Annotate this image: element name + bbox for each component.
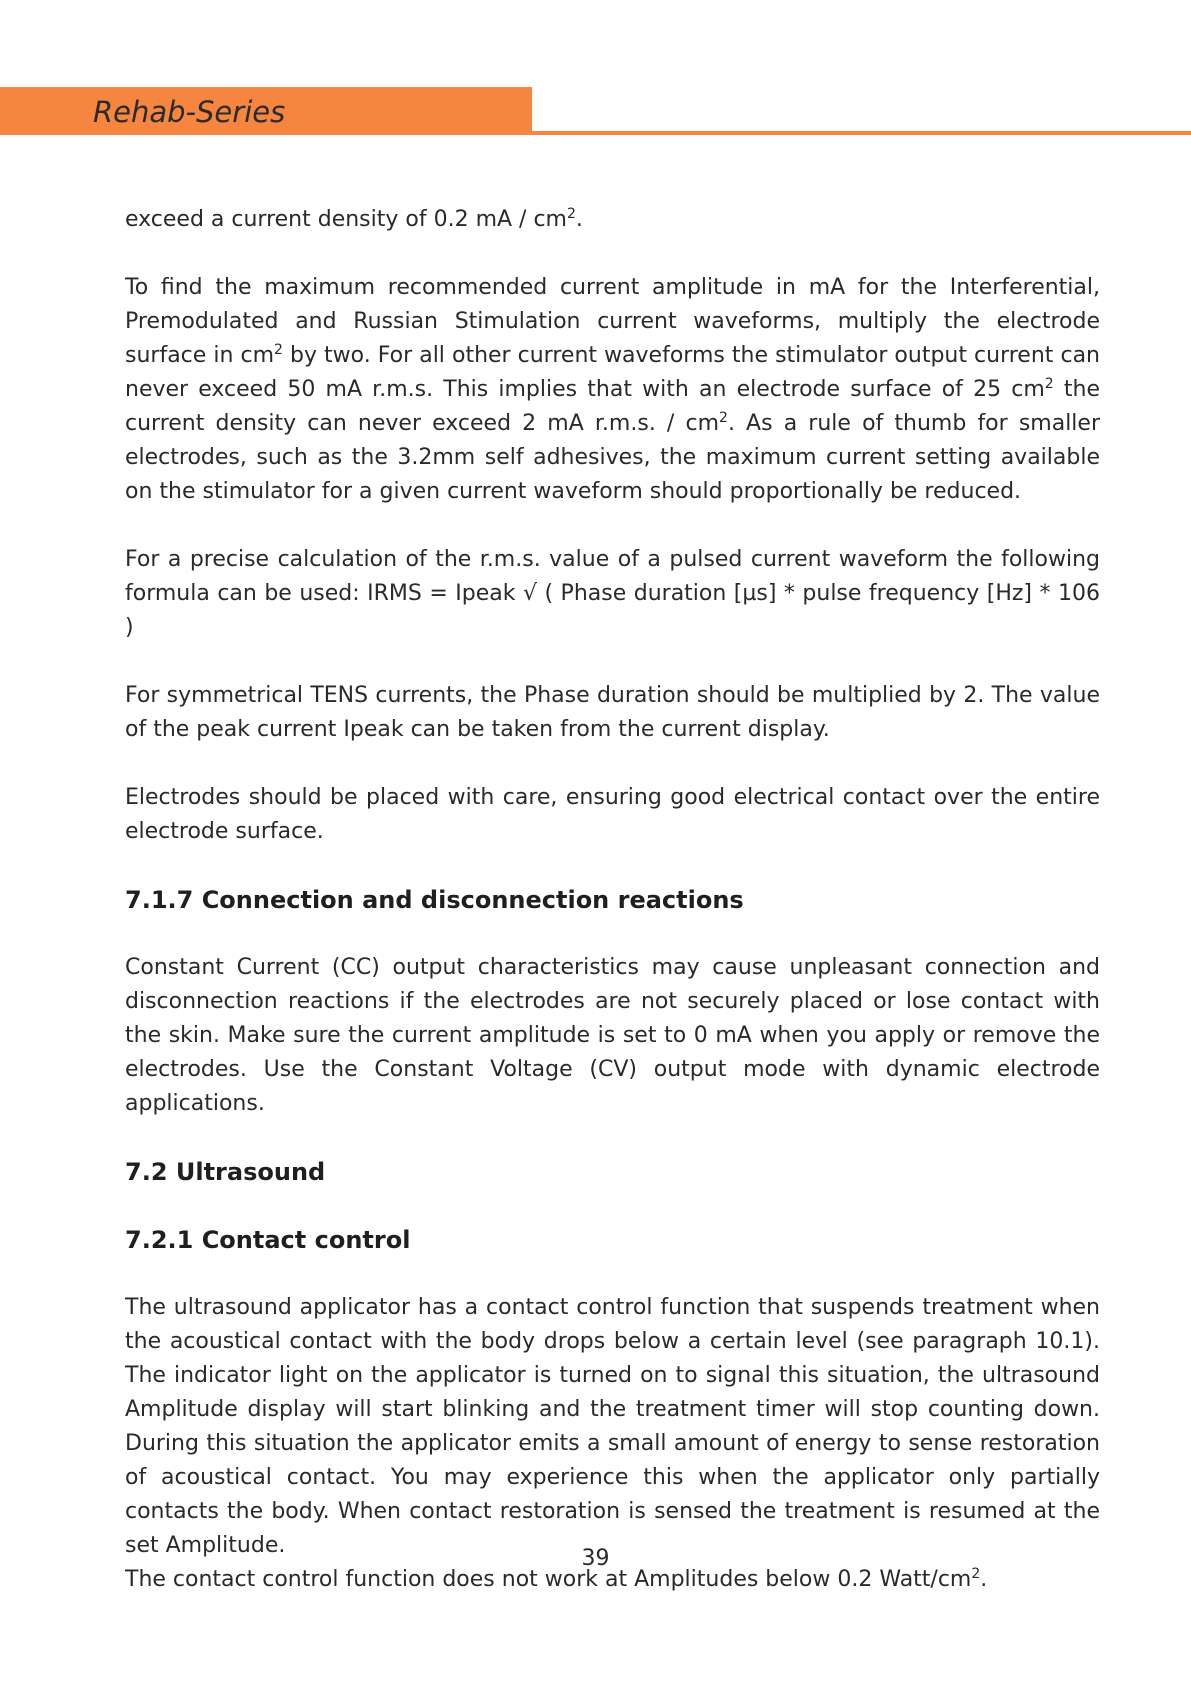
paragraph-contact-control: The ultrasound applicator has a contact control function that suspends treatment when the acoustical contact with the body drops below a certain level (see paragraph 10.1). The indicator light on the applicator is turned on to signal this situation, the ultrasound Amplitude display will start blinking and the treatment timer will stop counting down. During this situation the applicator emits a small amount of energy to sense restoration of acoustical contact. You may experience this when the applicator only partially contacts the body. When contact restoration is sensed the treatment is resumed at the set Amplitude. [125, 1295, 1100, 1558]
running-header-title: Rehab-Series [93, 95, 286, 129]
paragraph-contact-control-limit: The contact control function does not work at Amplitudes below 0.2 Watt/$cm^2$. [125, 1566, 988, 1592]
paragraph-connection-reactions: Constant Current (CC) output characteristics may cause unpleasant connection and disconnection reactions if the electrodes are not securely placed or lose contact with the skin. Make sure the current amplitude is set to 0 mA when you apply or remove the electrodes. Use the Constant Voltage (CV) output mode with dynamic electrode applications. [125, 955, 1100, 1116]
header-rule [532, 131, 1191, 135]
paragraph-tens-currents: For symmetrical TENS currents, the Phase duration should be multiplied by 2. The value of the peak current Ipeak can be taken from the current display. [125, 683, 1100, 742]
section-heading-7-2: 7.2 Ultrasound [125, 1158, 326, 1186]
paragraph-electrode-placement: Electrodes should be placed with care, ensuring good electrical contact over the entire electrode surface. [125, 785, 1100, 844]
paragraph-rms-formula: For a precise calculation of the r.m.s. value of a pulsed current waveform the following formula can be used: IRMS = Ipeak √ ( Phase duration [µs] * pulse frequency [Hz] * 106 ) [125, 547, 1100, 640]
paragraph-current-density: exceed a current density of 0.2 mA / $cm^2$. [125, 206, 583, 232]
page-number: 39 [581, 1546, 610, 1571]
page-content [125, 203, 1100, 1597]
section-heading-7-1-7: 7.1.7 Connection and disconnection reactions [125, 886, 744, 914]
paragraph-max-amplitude: To find the maximum recommended current amplitude in mA for the Interferential, Premodulated and Russian Stimulation current waveforms, multiply the electrode surface in $cm^2$ by two. For all other current waveforms the stimulator output current can never exceed 50 mA r.m.s. This implies that with an electrode surface of 25 $cm^2$ the current density can never exceed 2 mA r.m.s. / $cm^2$. As a rule of thumb for smaller electrodes, such as the 3.2mm self adhesives, the maximum current setting available on the stimulator for a given current waveform should proportionally be reduced. [125, 275, 1101, 504]
section-heading-7-2-1: 7.2.1 Contact control [125, 1226, 411, 1254]
